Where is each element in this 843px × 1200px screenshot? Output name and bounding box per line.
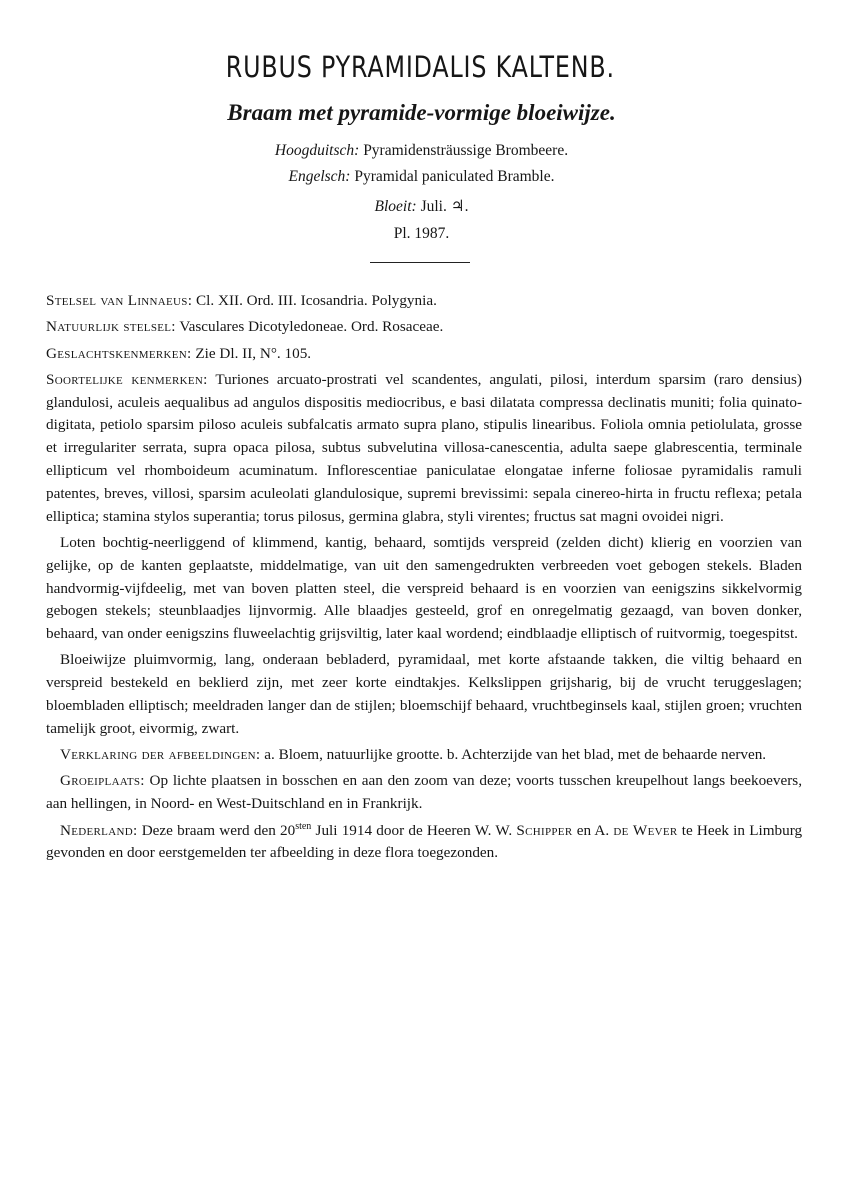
natural-system-text: Vasculares Dicotyledoneae. Ord. Rosaceae.: [179, 318, 444, 336]
genus-paragraph: [46, 343, 802, 366]
genus-text: Zie Dl. II, N°. 105.: [195, 344, 312, 362]
figures-paragraph: [46, 744, 802, 767]
netherlands-label: Nederland:: [60, 821, 138, 839]
title-divider: [370, 262, 470, 263]
netherlands-text-3: en A.: [576, 821, 610, 839]
german-name-line: [0, 142, 843, 160]
description-stems-paragraph: Loten bochtig-neerliggend of klimmend, kantig, behaard, somtijds verspreid (zelden dicht) klierig en voorzien van gelijke, op de kanten geplaatste, middelmatige, van uit den samengedrukten verbreeden voet gebogen stekels. Bladen handvormig-vijfdeelig, met van boven platten steel, die verspreid behaard is en voorzien van eenigszins sikkelvormig gebogen stekels; steunblaadjes lijnvormig. Alle blaadjes gesteeld, grof en onregelmatig gezaagd, van boven donker, behaard, van onder eenigszins fluweelachtig grijsviltig, later kaal wordend; eindblaadje elliptisch of ruitvormig, toegespitst.: [46, 533, 802, 643]
german-label: Hoogduitsch:: [274, 142, 360, 159]
linnaeus-text: Cl. XII. Ord. III. Icosandria. Polygynia.: [196, 292, 437, 309]
figures-text: a. Bloem, natuurlijke grootte. b. Achterzijde van het blad, met de behaarde nerven.: [264, 746, 767, 764]
page-subtitle: Braam met pyramide-vormige bloeiwijze.: [227, 100, 616, 125]
flowering-line: [0, 197, 843, 216]
english-name: Pyramidal paniculated Bramble.: [354, 168, 555, 185]
flowering-label: Bloeit:: [374, 198, 417, 215]
habitat-paragraph: [46, 770, 802, 816]
species-label: Soortelijke kenmerken:: [46, 370, 208, 388]
habitat-label: Groeiplaats:: [60, 772, 145, 790]
collector-name-schipper: Schipper: [516, 821, 573, 839]
description-inflorescence-paragraph: Bloeiwijze pluimvormig, lang, onderaan bebladerd, pyramidaal, met korte afstaande takken, die viltig behaard en verspreid bestekeld en beklierd zijn, met zeer korte eindtakjes. Kelkslippen grijsharig, bij de vrucht teruggeslagen; bloembladen elliptisch; meeldraden langer dan de stijlen; bloemschijf behaard, vruchtbeginsels kaal, stijlen groen; vruchten tamelijk groot, eivormig, zwart.: [46, 651, 802, 737]
plate-number: Pl. 1987.: [393, 225, 450, 242]
ordinal-superscript: sten: [295, 820, 312, 832]
species-text: Turiones arcuato-prostrati vel scandentes, angulati, pilosi, interdum sparsim (raro densius) glandulosi, aculeis aequalibus ad angulos dispositis mediocribus, e basi dilatata compressa declinatis muniti; folia quinato-digitata, petiolo sparsim piloso aculeis subfalcatis armato supra plano, stipulis linearibus. Foliola omnia petiolulata, grosse et irregulariter serrata, supra opaca pilosa, subtus subvelutina villosa-canescentia, adulta saepe glabrescentia, terminale ellipticum vel rhomboideum acuminatum. Inflorescentiae paniculatae elongatae inferne foliosae pyramidalis ramuli patentes, breves, villosi, sparsim aculeolati glandulosique, supremi brevissimi: sepala cinereo-hirta in fructu reflexa; petala elliptica; stamina stylos superantia; torus pilosus, germina glabra, styli virentes; fructus sat magni ovoidei nigri.: [46, 370, 802, 525]
linnaeus-paragraph: [46, 290, 802, 313]
species-paragraph: [46, 369, 802, 529]
english-label: Engelsch:: [288, 168, 351, 185]
netherlands-text-2: Juli 1914 door de Heeren W. W.: [315, 821, 513, 839]
document-body: [46, 290, 802, 869]
collector-name-de-wever: de Wever: [613, 821, 678, 839]
flowering-value: Juli. ♃.: [420, 198, 469, 215]
netherlands-text-4: te Heek in Limburg gevonden en door eerstgemelden ter afbeelding in deze flora toegezonden.: [46, 821, 803, 862]
netherlands-text-1: Deze braam werd den 20: [141, 821, 296, 839]
genus-label: Geslachtskenmerken:: [46, 344, 192, 362]
figures-label: Verklaring der afbeeldingen:: [60, 746, 261, 764]
natural-system-paragraph: [46, 316, 802, 339]
natural-system-label: Natuurlijk stelsel:: [46, 318, 176, 336]
german-name: Pyramidensträussige Brombeere.: [363, 142, 569, 159]
page-title: RUBUS PYRAMIDALIS KALTENB.: [225, 50, 615, 84]
habitat-text: Op lichte plaatsen in bosschen en aan den zoom van deze; voorts tusschen kreupelhout langs beekoevers, aan hellingen, in Noord- en West-Duitschland en in Frankrijk.: [46, 772, 802, 813]
english-name-line: [0, 168, 843, 186]
linnaeus-label: Stelsel van Linnaeus:: [46, 292, 193, 309]
netherlands-paragraph: [46, 820, 802, 866]
